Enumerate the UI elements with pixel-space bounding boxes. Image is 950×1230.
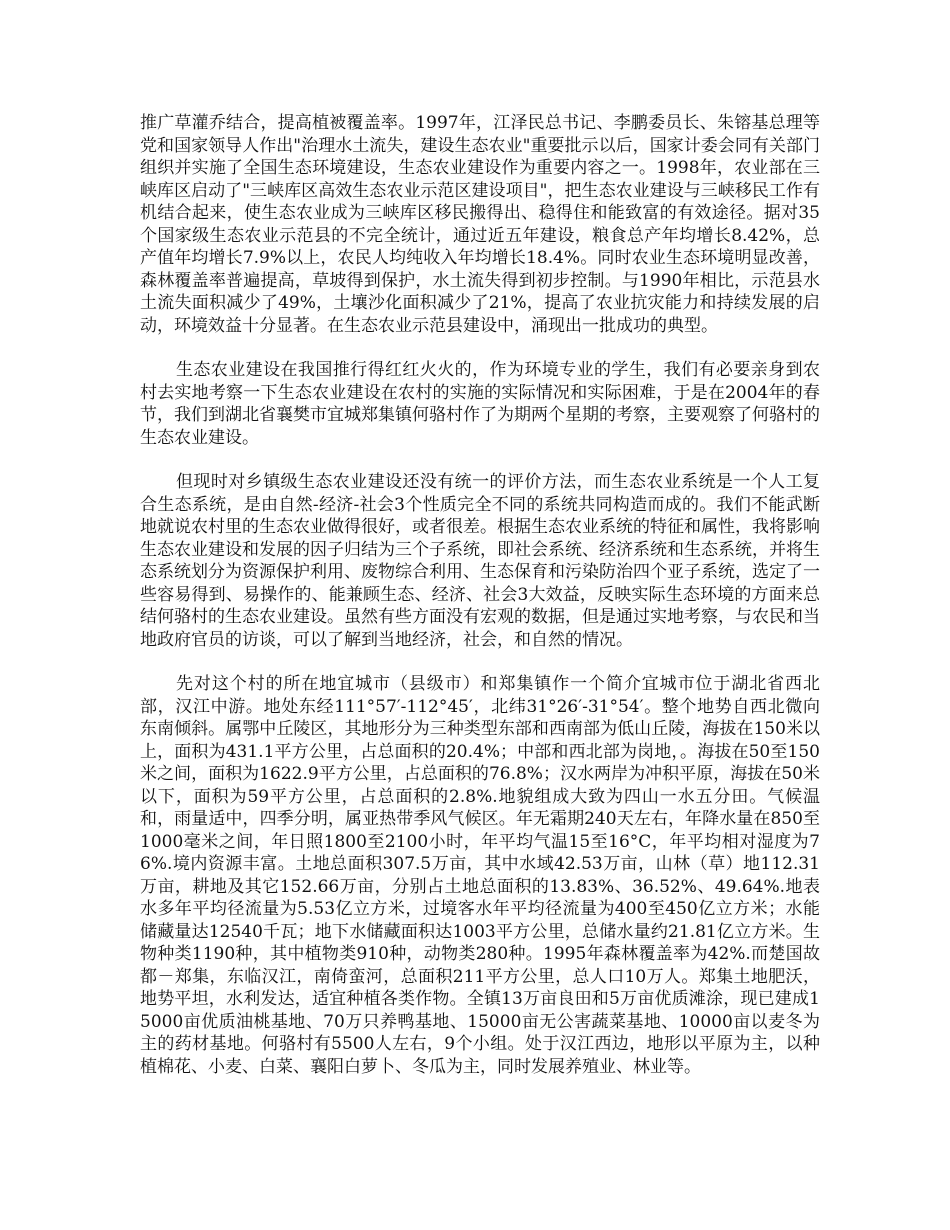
paragraph-2: 生态农业建设在我国推行得红红火火的，作为环境专业的学生，我们有必要亲身到农村去实地考察一下生态农业建设在农村的实施的实际情况和实际困难，于是在2004年的春节，我们到湖北省襄樊市宜城郑集镇何骆村作了为期两个星期的考察，主要观察了何骆村的生态农业建设。 [140,360,820,448]
paragraph-4: 先对这个村的所在地宜城市（县级市）和郑集镇作一个简介宜城市位于湖北省西北部，汉江中游。地处东经111°57′-112°45′，北纬31°26′-31°54′。整个地势自西北微向东南倾斜。属鄂中丘陵区，其地形分为三种类型东部和西南部为低山丘陵，海拔在150米以上，面积为431.1平方公里，占总面积的20.4%；中部和西北部为岗地，。海拔在50至150米之间，面积为1622.9平方公里，占总面积的76.8%；汉水两岸为冲积平原，海拔在50米以下，面积为59平方公里，占总面积的2.8%.地貌组成大致为四山一水五分田。气候温和，雨量适中，四季分明，属亚热带季风气候区。年无霜期240天左右，年降水量在850至1000毫米之间，年日照1800至2100小时，年平均气温15至16°C，年平均相对湿度为76%.境内资源丰富。土地总面积307.5万亩，其中水域42.53万亩，山林（草）地112.31万亩，耕地及其它152.66万亩，分别占土地总面积的13.83%、36.52%、49.64%.地表水多年平均径流量为5.53亿立方米，过境客水年平均径流量为400至450亿立方米；水能储藏量达12540千瓦；地下水储藏面积达1003平方公里，总储水量约21.81亿立方米。生物种类1190种，其中植物类910种，动物类280种。1995年森林覆盖率为42%.而楚国故都－郑集，东临汉江，南倚蛮河，总面积211平方公里，总人口10万人。郑集土地肥沃，地势平坦，水利发达，适宜种植各类作物。全镇13万亩良田和5万亩优质滩涂，现已建成15000亩优质油桃基地、70万只养鸭基地、15000亩无公害蔬菜基地、10000亩以麦冬为主的药材基地。何骆村有5500人左右，9个小组。处于汉江西边，地形以平原为主，以种植棉花、小麦、白菜、襄阳白萝卜、冬瓜为主，同时发展养殖业、林业等。 [140,674,820,1077]
paragraph-1: 推广草灌乔结合，提高植被覆盖率。1997年，江泽民总书记、李鹏委员长、朱镕基总理等党和国家领导人作出"治理水土流失，建设生态农业"重要批示以后，国家计委会同有关部门组织并实施了全国生态环境建设，生态农业建设作为重要内容之一。1998年，农业部在三峡库区启动了"三峡库区高效生态农业示范区建设项目"，把生态农业建设与三峡移民工作有机结合起来，使生态农业成为三峡库区移民搬得出、稳得住和能致富的有效途径。据对35个国家级生态农业示范县的不完全统计，通过近五年建设，粮食总产年均增长8.42%，总产值年均增长7.9%以上，农民人均纯收入年均增长18.4%。同时农业生态环境明显改善，森林覆盖率普遍提高，草坡得到保护，水土流失得到初步控制。与1990年相比，示范县水土流失面积减少了49%，土壤沙化面积减少了21%，提高了农业抗灾能力和持续发展的启动，环境效益十分显著。在生态农业示范县建设中，涌现出一批成功的典型。 [140,113,820,336]
paragraph-3: 但现时对乡镇级生态农业建设还没有统一的评价方法，而生态农业系统是一个人工复合生态系统，是由自然-经济-社会3个性质完全不同的系统共同构造而成的。我们不能武断地就说农村里的生态农业做得很好，或者很差。根据生态农业系统的特征和属性，我将影响生态农业建设和发展的因子归结为三个子系统，即社会系统、经济系统和生态系统，并将生态系统划分为资源保护利用、废物综合利用、生态保育和污染防治四个亚子系统，选定了一些容易得到、易操作的、能兼顾生态、经济、社会3大效益，反映实际生态环境的方面来总结何骆村的生态农业建设。虽然有些方面没有宏观的数据，但是通过实地考察，与农民和当地政府官员的访谈，可以了解到当地经济，社会，和自然的情况。 [140,472,820,650]
document-body [140,112,820,1100]
